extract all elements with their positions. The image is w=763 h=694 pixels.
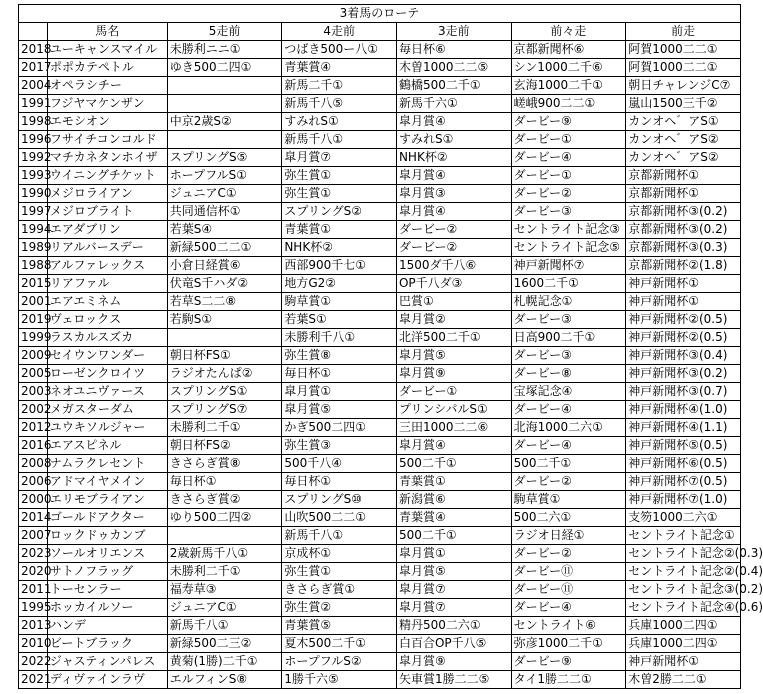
table-row <box>19 59 741 77</box>
table-row <box>19 275 741 293</box>
horse-name-cell: アドマイヤメイン <box>47 473 167 491</box>
race-cell: 京成杯① <box>282 545 397 563</box>
title-row <box>19 5 741 23</box>
year-cell: 2020 <box>19 563 48 581</box>
year-cell: 2012 <box>19 419 48 437</box>
race-cell: 宝塚記念④ <box>511 383 626 401</box>
race-cell: 白百合OP千八⑤ <box>396 635 511 653</box>
race-cell: ダービー⑧ <box>511 365 626 383</box>
race-cell: 未勝利二千① <box>167 563 282 581</box>
race-cell: 朝日杯FS① <box>167 347 282 365</box>
year-cell: 1998 <box>19 113 48 131</box>
race-cell: 弥生賞⑧ <box>282 347 397 365</box>
race-cell: すみれS① <box>282 113 397 131</box>
table-row <box>19 563 741 581</box>
year-cell: 2001 <box>19 293 48 311</box>
race-cell: プリンシパルS① <box>396 401 511 419</box>
race-cell: 三田1000二二⑥ <box>396 419 511 437</box>
race-cell: 弥生賞② <box>282 599 397 617</box>
race-cell: 夏木500二千① <box>282 635 397 653</box>
table-row <box>19 617 741 635</box>
horse-name-cell: セイウンワンダー <box>47 347 167 365</box>
race-cell: 皐月賞⑨ <box>396 653 511 671</box>
race-cell: NHK杯② <box>396 149 511 167</box>
race-cell: 2歳新馬千八① <box>167 545 282 563</box>
year-cell: 2017 <box>19 59 48 77</box>
header-row <box>19 23 741 41</box>
race-cell: つばき500ー八① <box>282 41 397 59</box>
year-cell: 1994 <box>19 221 48 239</box>
race-cell <box>167 329 282 347</box>
race-cell: ラジオ日経① <box>511 527 626 545</box>
header-cell <box>19 23 48 41</box>
race-cell: 未勝利千八① <box>282 329 397 347</box>
table-row <box>19 671 741 689</box>
race-cell: 新馬二千① <box>282 77 397 95</box>
race-cell: 北海1000二六① <box>511 419 626 437</box>
table-row <box>19 491 741 509</box>
race-cell: ゆり500二四② <box>167 509 282 527</box>
race-cell: ラジオたんぱ② <box>167 365 282 383</box>
horse-name-cell: ポポカテペトル <box>47 59 167 77</box>
race-cell: ダービー⑪ <box>511 563 626 581</box>
race-cell: OP千八ダ③ <box>396 275 511 293</box>
race-cell: ホープフルS② <box>282 653 397 671</box>
race-cell: 嵐山1500三千② <box>626 95 741 113</box>
race-cell: カンオヘ゛アS② <box>626 149 741 167</box>
race-cell: 毎日杯① <box>282 365 397 383</box>
race-cell: スプリングS⑦ <box>167 401 282 419</box>
race-cell: 京都新聞杯③(0.2) <box>626 203 741 221</box>
race-cell: 西部900千七① <box>282 257 397 275</box>
race-cell: セントライト記念②(0.4) <box>626 563 741 581</box>
table-row <box>19 401 741 419</box>
race-cell: 共同通信杯① <box>167 203 282 221</box>
race-cell <box>167 77 282 95</box>
race-cell: 500千八④ <box>282 455 397 473</box>
race-cell: 若葉S④ <box>167 221 282 239</box>
race-cell: 朝日杯FS② <box>167 437 282 455</box>
table-row <box>19 77 741 95</box>
race-cell: 京都新聞杯②(1.8) <box>626 257 741 275</box>
race-cell: 青葉賞⑤ <box>282 617 397 635</box>
year-cell: 2002 <box>19 401 48 419</box>
table-row <box>19 203 741 221</box>
race-cell <box>167 95 282 113</box>
race-cell: 神戸新聞杯⑦(0.5) <box>626 473 741 491</box>
header-cell: 馬名 <box>47 23 167 41</box>
horse-name-cell: エアダブリン <box>47 221 167 239</box>
race-cell: 皐月賞① <box>396 545 511 563</box>
year-cell: 1997 <box>19 203 48 221</box>
race-cell: ダービー② <box>511 473 626 491</box>
horse-name-cell: リアファル <box>47 275 167 293</box>
race-cell: 支笏1000二六① <box>626 509 741 527</box>
table-row <box>19 329 741 347</box>
table-row <box>19 311 741 329</box>
horse-name-cell: ディヴァインラヴ <box>47 671 167 689</box>
race-cell: 朝日チャレンジC⑦ <box>626 77 741 95</box>
year-cell: 2022 <box>19 653 48 671</box>
race-cell: 嵯峨900二二① <box>511 95 626 113</box>
race-cell: 未勝利二千① <box>167 419 282 437</box>
year-cell: 1995 <box>19 599 48 617</box>
race-cell: セントライト記念⑤ <box>511 239 626 257</box>
race-cell: ダービー① <box>396 383 511 401</box>
year-cell: 2011 <box>19 581 48 599</box>
race-cell: 山吹500二二① <box>282 509 397 527</box>
race-cell: 巴賞① <box>396 293 511 311</box>
race-cell: すみれS① <box>396 131 511 149</box>
race-cell: セントライト記念③(0.2) <box>626 581 741 599</box>
race-cell: 500二千① <box>396 527 511 545</box>
table-row <box>19 41 741 59</box>
race-cell: 札幌記念① <box>511 293 626 311</box>
race-cell: ダービー③ <box>511 311 626 329</box>
race-cell: 1600二千① <box>511 275 626 293</box>
year-cell: 2014 <box>19 509 48 527</box>
race-cell: 京都新聞杯③(0.3) <box>626 239 741 257</box>
year-cell: 1993 <box>19 167 48 185</box>
year-cell: 2009 <box>19 347 48 365</box>
data-table <box>18 4 763 689</box>
race-cell <box>167 131 282 149</box>
race-cell: 兵庫1000二四① <box>626 635 741 653</box>
race-cell: ダービー② <box>396 221 511 239</box>
race-cell: 毎日杯① <box>282 473 397 491</box>
year-cell: 2023 <box>19 545 48 563</box>
table-row <box>19 149 741 167</box>
race-cell: ダービー⑨ <box>511 113 626 131</box>
race-cell: きさらぎ賞⑧ <box>167 455 282 473</box>
horse-name-cell: フジヤマケンザン <box>47 95 167 113</box>
horse-name-cell: ラスカルスズカ <box>47 329 167 347</box>
year-cell: 2003 <box>19 383 48 401</box>
race-cell: 500二千① <box>396 455 511 473</box>
race-cell: 弥生賞③ <box>282 437 397 455</box>
horse-name-cell: ロックドゥカンブ <box>47 527 167 545</box>
table-row <box>19 527 741 545</box>
year-cell: 1992 <box>19 149 48 167</box>
header-cell: 5走前 <box>167 23 282 41</box>
race-cell: 皐月賞⑦ <box>396 581 511 599</box>
race-cell: かぎ500二四① <box>282 419 397 437</box>
horse-name-cell: ネオユニヴァース <box>47 383 167 401</box>
race-cell: セントライト⑥ <box>511 617 626 635</box>
year-cell: 2007 <box>19 527 48 545</box>
table-row <box>19 437 741 455</box>
race-cell: 小倉日経賞⑥ <box>167 257 282 275</box>
header-cell: 前走 <box>626 23 741 41</box>
race-cell: 1勝千六⑤ <box>282 671 397 689</box>
race-cell: 鶴橋500二千① <box>396 77 511 95</box>
race-cell: 皐月賞⑤ <box>396 347 511 365</box>
race-cell: 神戸新聞杯②(0.5) <box>626 311 741 329</box>
race-cell: 京都新聞杯① <box>626 167 741 185</box>
race-cell: 阿賀1000二二① <box>626 59 741 77</box>
race-cell: 毎日杯① <box>167 473 282 491</box>
race-cell: 新馬千八⑤ <box>282 95 397 113</box>
race-cell: ダービー③ <box>511 203 626 221</box>
horse-name-cell: メジロブライト <box>47 203 167 221</box>
table-row <box>19 167 741 185</box>
horse-name-cell: エアスピネル <box>47 437 167 455</box>
horse-name-cell: オペラシチー <box>47 77 167 95</box>
year-cell: 1996 <box>19 131 48 149</box>
table-row <box>19 113 741 131</box>
table-row <box>19 455 741 473</box>
race-cell: 木曽2勝二二① <box>626 671 741 689</box>
race-cell: ダービー⑨ <box>511 653 626 671</box>
race-cell: 弥彦1000二千① <box>511 635 626 653</box>
race-cell: 神戸新聞杯④(1.1) <box>626 419 741 437</box>
race-cell: スプリングS⑩ <box>282 491 397 509</box>
race-cell: 皐月賞③ <box>396 185 511 203</box>
race-cell: 若葉S① <box>282 311 397 329</box>
table-row <box>19 383 741 401</box>
header-cell: 3走前 <box>396 23 511 41</box>
race-cell: 未勝利ニニ① <box>167 41 282 59</box>
horse-name-cell: アルファレックス <box>47 257 167 275</box>
horse-name-cell: エモシオン <box>47 113 167 131</box>
race-cell: タイ1勝二二① <box>511 671 626 689</box>
race-cell: 神戸新聞杯③(0.7) <box>626 383 741 401</box>
horse-name-cell: メジロライアン <box>47 185 167 203</box>
race-cell: 新馬千六① <box>396 95 511 113</box>
race-cell: ジュニアC① <box>167 185 282 203</box>
year-cell: 2018 <box>19 41 48 59</box>
race-cell: カンオヘ゛アS① <box>626 113 741 131</box>
race-cell: 皐月賞⑨ <box>396 365 511 383</box>
year-cell: 2010 <box>19 635 48 653</box>
race-cell: ゆき500二四① <box>167 59 282 77</box>
race-cell: スプリングS② <box>282 203 397 221</box>
race-cell: 皐月賞④ <box>396 437 511 455</box>
table-row <box>19 635 741 653</box>
horse-name-cell: トーセンラー <box>47 581 167 599</box>
race-cell: 新馬千八① <box>167 617 282 635</box>
year-cell: 2005 <box>19 365 48 383</box>
race-cell: 青葉賞① <box>282 221 397 239</box>
race-cell: 駒草賞① <box>511 491 626 509</box>
race-cell: 神戸新聞杯⑦ <box>511 257 626 275</box>
race-cell: 500二六① <box>511 509 626 527</box>
race-cell: 神戸新聞杯③(0.2) <box>626 365 741 383</box>
year-cell: 2016 <box>19 437 48 455</box>
horse-name-cell: マチカネタンホイザ <box>47 149 167 167</box>
year-cell: 1988 <box>19 257 48 275</box>
race-cell: ホープフルS① <box>167 167 282 185</box>
race-cell <box>167 527 282 545</box>
year-cell: 2008 <box>19 455 48 473</box>
race-cell: ダービー③ <box>511 347 626 365</box>
table-row <box>19 545 741 563</box>
horse-name-cell: リアルバースデー <box>47 239 167 257</box>
race-cell: セントライト記念③ <box>511 221 626 239</box>
race-cell: 皐月賞④ <box>396 203 511 221</box>
race-cell: シン1000二千⑥ <box>511 59 626 77</box>
race-cell: 京都新聞杯③(0.2) <box>626 221 741 239</box>
race-cell: ダービー⑪ <box>511 581 626 599</box>
year-cell: 2021 <box>19 671 48 689</box>
table-row <box>19 599 741 617</box>
race-cell: 毎日杯⑥ <box>396 41 511 59</box>
horse-name-cell: ホッカイルソー <box>47 599 167 617</box>
race-cell: 弥生賞① <box>282 563 397 581</box>
race-cell: 福寿草③ <box>167 581 282 599</box>
race-cell: ダービー④ <box>511 437 626 455</box>
horse-name-cell: ローゼンクロイツ <box>47 365 167 383</box>
table-row <box>19 347 741 365</box>
year-cell: 1999 <box>19 329 48 347</box>
race-cell: 弥生賞① <box>282 167 397 185</box>
table-row <box>19 365 741 383</box>
horse-name-cell: メガスターダム <box>47 401 167 419</box>
race-cell: 木曽1000二二⑤ <box>396 59 511 77</box>
race-cell: ダービー④ <box>511 599 626 617</box>
race-cell: ダービー① <box>511 167 626 185</box>
sheet-title: 3着馬のローテ <box>19 5 741 23</box>
race-cell: セントライト記念① <box>626 527 741 545</box>
race-cell: スプリングS⑤ <box>167 149 282 167</box>
header-cell: 前々走 <box>511 23 626 41</box>
race-cell: ダービー④ <box>511 149 626 167</box>
race-cell: 皐月賞② <box>396 311 511 329</box>
race-cell: 駒草賞① <box>282 293 397 311</box>
table-row <box>19 419 741 437</box>
race-cell: カンオヘ゛アS② <box>626 131 741 149</box>
year-cell: 2013 <box>19 617 48 635</box>
race-cell: ダービー② <box>511 185 626 203</box>
race-cell: 伏竜S千ハダ② <box>167 275 282 293</box>
race-cell: 日高900二千① <box>511 329 626 347</box>
horse-name-cell: ウイニングチケット <box>47 167 167 185</box>
race-cell: 神戸新聞杯④(1.0) <box>626 401 741 419</box>
race-cell: 黄菊(1勝)二千① <box>167 653 282 671</box>
horse-name-cell: ソールオリエンス <box>47 545 167 563</box>
table-row <box>19 239 741 257</box>
race-cell: 兵庫1000二四① <box>626 617 741 635</box>
race-cell: 皐月賞④ <box>396 113 511 131</box>
race-cell: 京都新聞杯① <box>626 185 741 203</box>
header-cell: 4走前 <box>282 23 397 41</box>
race-cell: 神戸新聞杯⑦(1.0) <box>626 491 741 509</box>
race-cell: 若草S二二⑧ <box>167 293 282 311</box>
race-cell: 青葉賞④ <box>396 509 511 527</box>
race-cell: ダービー② <box>396 239 511 257</box>
race-cell: 青葉賞④ <box>282 59 397 77</box>
race-cell: ダービー④ <box>511 401 626 419</box>
horse-name-cell: エアエミネム <box>47 293 167 311</box>
table-row <box>19 509 741 527</box>
race-cell: 神戸新聞杯⑥(0.5) <box>626 455 741 473</box>
race-cell: 阿賀1000二二① <box>626 41 741 59</box>
horse-name-cell: エリモブライアン <box>47 491 167 509</box>
race-cell: 皐月賞④ <box>396 167 511 185</box>
race-cell: 皐月賞⑦ <box>282 149 397 167</box>
race-cell: ジュニアC① <box>167 599 282 617</box>
race-cell: きさらぎ賞② <box>167 491 282 509</box>
race-cell: 新緑500二二① <box>167 239 282 257</box>
race-cell: きさらぎ賞① <box>282 581 397 599</box>
year-cell: 2000 <box>19 491 48 509</box>
table-row <box>19 131 741 149</box>
race-cell: 北洋500二千① <box>396 329 511 347</box>
year-cell: 2019 <box>19 311 48 329</box>
race-cell: 新緑500二三② <box>167 635 282 653</box>
horse-name-cell: フサイチコンコルド <box>47 131 167 149</box>
race-cell: 矢車賞1勝二二⑤ <box>396 671 511 689</box>
race-cell: 京都新聞杯⑥ <box>511 41 626 59</box>
horse-name-cell: ハンデ <box>47 617 167 635</box>
horse-name-cell: ヴェロックス <box>47 311 167 329</box>
horse-name-cell: ユウキソルジャー <box>47 419 167 437</box>
race-cell: 皐月賞⑦ <box>396 599 511 617</box>
horse-name-cell: サトノフラッグ <box>47 563 167 581</box>
race-cell: 500二千① <box>511 455 626 473</box>
race-cell: エルフィンS⑧ <box>167 671 282 689</box>
year-cell: 1990 <box>19 185 48 203</box>
horse-name-cell: ナムラクレセント <box>47 455 167 473</box>
race-cell: ダービー② <box>511 545 626 563</box>
race-cell: 神戸新聞杯① <box>626 275 741 293</box>
table-row <box>19 473 741 491</box>
race-cell: 神戸新聞杯① <box>626 293 741 311</box>
race-cell: 精丹500二六① <box>396 617 511 635</box>
race-cell: セントライト記念②(0.3) <box>626 545 741 563</box>
table-row <box>19 185 741 203</box>
race-cell: 神戸新聞杯③(0.4) <box>626 347 741 365</box>
race-cell: 皐月賞⑤ <box>396 563 511 581</box>
race-cell: NHK杯② <box>282 239 397 257</box>
race-cell: 青葉賞① <box>396 473 511 491</box>
race-cell: 弥生賞① <box>282 185 397 203</box>
table-row <box>19 95 741 113</box>
race-cell: 皐月賞⑤ <box>282 401 397 419</box>
race-cell: 神戸新聞杯⑤(0.5) <box>626 437 741 455</box>
horse-name-cell: ビートブラック <box>47 635 167 653</box>
table-row <box>19 581 741 599</box>
year-cell: 2004 <box>19 77 48 95</box>
race-cell: 中京2歳S② <box>167 113 282 131</box>
race-cell: 新馬千八① <box>282 527 397 545</box>
race-cell: 新潟賞⑥ <box>396 491 511 509</box>
race-cell: セントライト記念④(0.6) <box>626 599 741 617</box>
year-cell: 2015 <box>19 275 48 293</box>
horse-name-cell: ユーキャンスマイル <box>47 41 167 59</box>
table-row <box>19 257 741 275</box>
race-cell: 1500ダ千八⑥ <box>396 257 511 275</box>
race-cell: 神戸新聞杯②(0.5) <box>626 329 741 347</box>
race-cell: 皐月賞① <box>282 383 397 401</box>
table-row <box>19 653 741 671</box>
year-cell: 1989 <box>19 239 48 257</box>
race-cell: 新馬千八① <box>282 131 397 149</box>
race-cell: 神戸新聞杯① <box>626 653 741 671</box>
table-row <box>19 293 741 311</box>
race-cell: ダービー① <box>511 131 626 149</box>
race-cell: 若駒S① <box>167 311 282 329</box>
year-cell: 2006 <box>19 473 48 491</box>
race-cell: スプリングS① <box>167 383 282 401</box>
race-cell: 玄海1000二千① <box>511 77 626 95</box>
horse-name-cell: ジャスティンパレス <box>47 653 167 671</box>
table-row <box>19 221 741 239</box>
horse-name-cell: ゴールドアクター <box>47 509 167 527</box>
race-cell: 地方G2② <box>282 275 397 293</box>
year-cell: 1991 <box>19 95 48 113</box>
